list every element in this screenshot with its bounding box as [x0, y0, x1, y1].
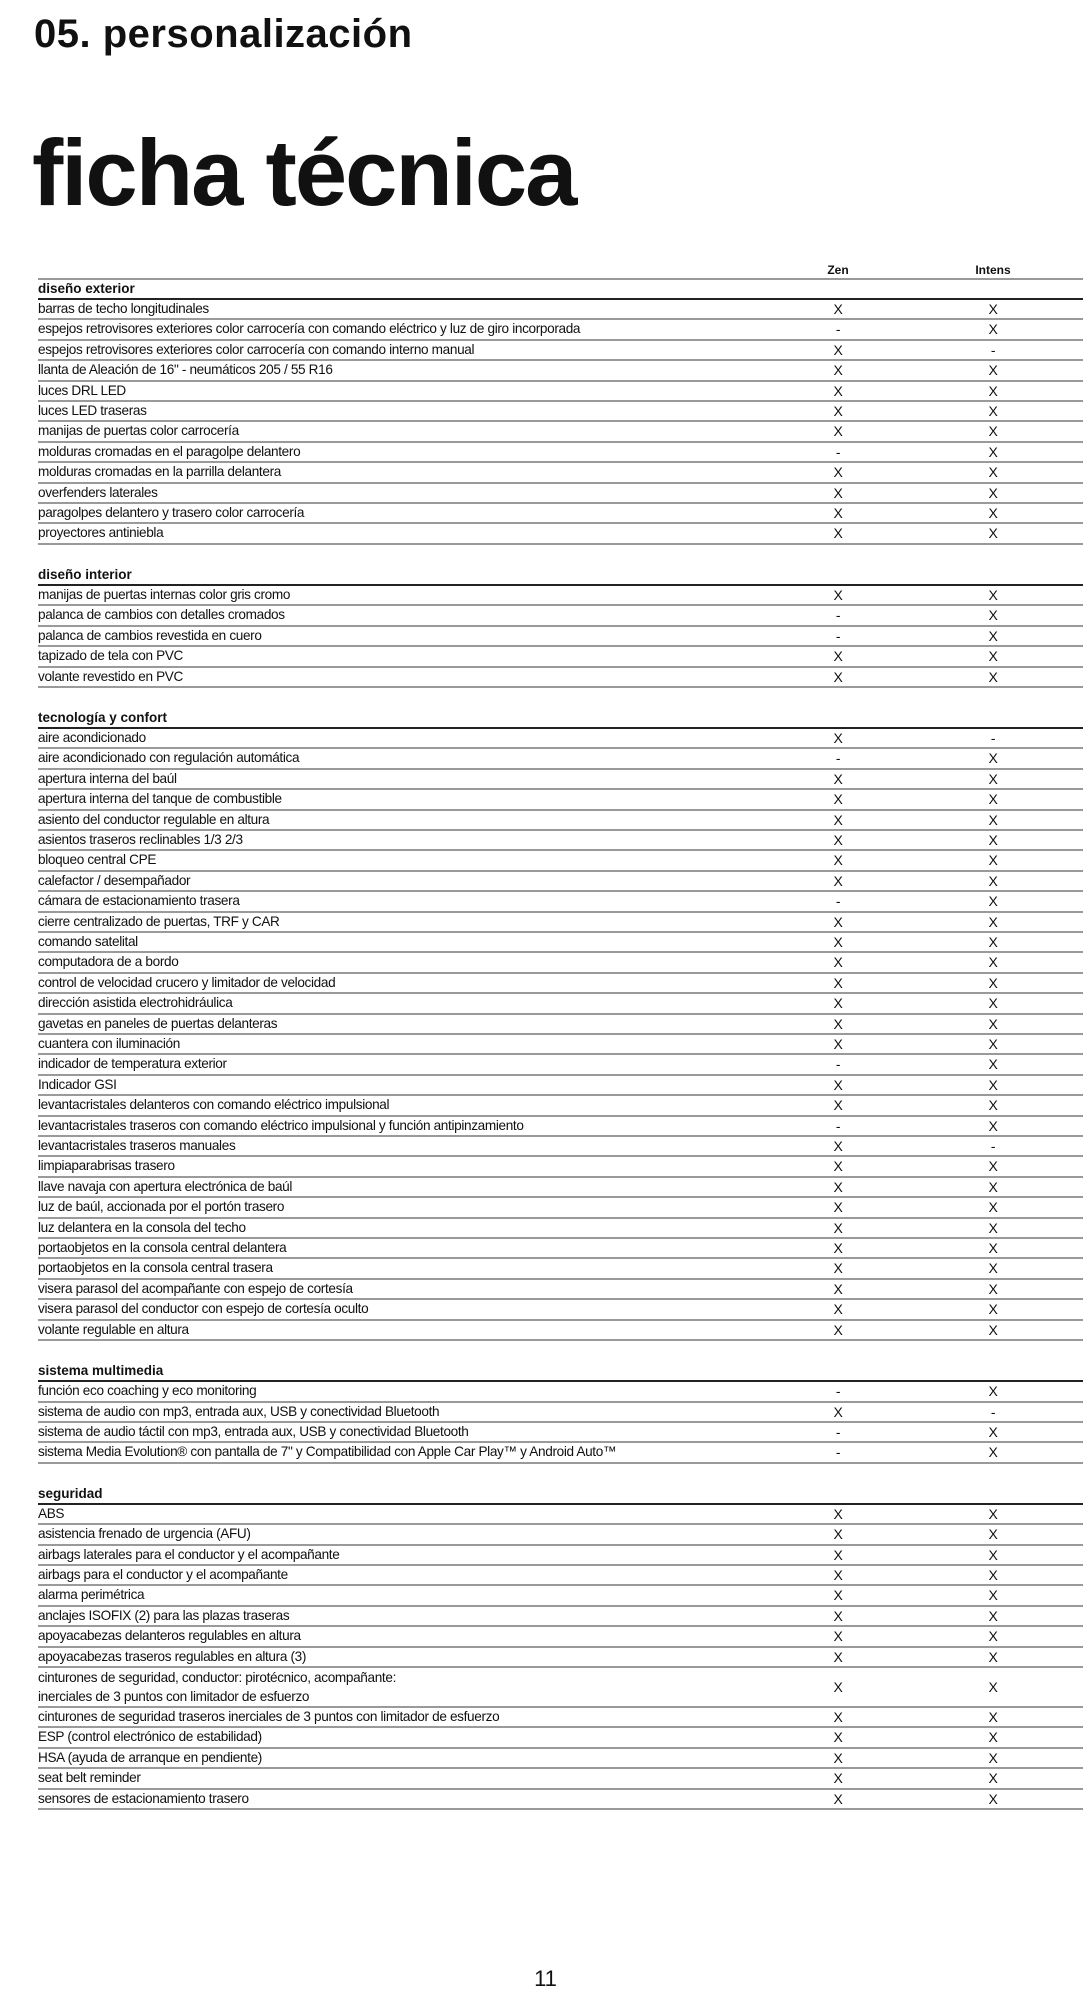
table-row: [38, 892, 1083, 912]
zen-value: X: [833, 831, 843, 848]
intens-value: X: [988, 1708, 998, 1725]
intens-value: X: [988, 1749, 998, 1766]
zen-value: X: [833, 464, 843, 481]
intens-value: X: [988, 1505, 998, 1522]
intens-value: X: [988, 1423, 998, 1440]
feature-label: HSA (ayuda de arranque en pendiente): [38, 1749, 262, 1765]
intens-value: X: [988, 1117, 998, 1134]
zen-value: X: [833, 1648, 843, 1665]
table-row: [38, 1117, 1083, 1137]
table-row: [38, 1055, 1083, 1075]
feature-label: manijas de puertas color carrocería: [38, 423, 239, 439]
intens-value: X: [988, 1056, 998, 1073]
zen-value: X: [833, 1607, 843, 1624]
feature-label: sistema Media Evolution® con pantalla de 7" y Compatibilidad con Apple Car Play™ y Android Auto™: [38, 1444, 617, 1460]
table-row: [38, 1546, 1083, 1566]
intens-value: X: [988, 913, 998, 930]
intens-value: X: [988, 1076, 998, 1093]
intens-value: X: [988, 484, 998, 501]
feature-label: portaobjetos en la consola central delantera: [38, 1240, 287, 1256]
feature-label: alarma perimétrica: [38, 1587, 145, 1603]
intens-value: X: [988, 831, 998, 848]
zen-value: X: [833, 791, 843, 808]
table-row: [38, 1321, 1083, 1341]
spec-section: [38, 280, 1083, 545]
intens-value: X: [988, 668, 998, 685]
zen-value: X: [833, 1628, 843, 1645]
zen-value: X: [833, 1546, 843, 1563]
table-row: [38, 770, 1083, 790]
zen-value: -: [835, 750, 841, 767]
table-row: [38, 668, 1083, 688]
table-row: [38, 729, 1083, 749]
intens-value: -: [990, 341, 996, 358]
table-row: [38, 1178, 1083, 1198]
table-row: [38, 994, 1083, 1014]
intens-value: X: [988, 525, 998, 542]
intens-value: X: [988, 1587, 998, 1604]
intens-value: X: [988, 1260, 998, 1277]
intens-value: X: [988, 382, 998, 399]
feature-label: ESP (control electrónico de estabilidad): [38, 1729, 262, 1745]
intens-value: X: [988, 403, 998, 420]
feature-label: visera parasol del acompañante con espejo de cortesía: [38, 1280, 353, 1296]
zen-value: X: [833, 1403, 843, 1420]
feature-label: llave navaja con apertura electrónica de baúl: [38, 1178, 293, 1194]
intens-value: X: [988, 423, 998, 440]
zen-value: X: [833, 586, 843, 603]
spec-section: [38, 709, 1083, 1341]
feature-label: visera parasol del conductor con espejo de cortesía oculto: [38, 1301, 369, 1317]
feature-label: manijas de puertas internas color gris cromo: [38, 586, 291, 602]
intens-value: X: [988, 648, 998, 665]
feature-label: computadora de a bordo: [38, 954, 179, 970]
table-row: [38, 1668, 1083, 1708]
zen-value: -: [835, 607, 841, 624]
table-row: [38, 1708, 1083, 1728]
intens-value: X: [988, 1383, 998, 1400]
zen-value: X: [833, 1260, 843, 1277]
table-row: [38, 1749, 1083, 1769]
feature-label: luces DRL LED: [38, 382, 126, 398]
feature-label: apoyacabezas delanteros regulables en altura: [38, 1628, 301, 1644]
feature-label: molduras cromadas en el paragolpe delantero: [38, 443, 301, 459]
intens-value: X: [988, 1607, 998, 1624]
table-row: [38, 1076, 1083, 1096]
zen-value: X: [833, 1770, 843, 1787]
table-row: [38, 1586, 1083, 1606]
table-row: [38, 1443, 1083, 1463]
intens-value: X: [988, 1628, 998, 1645]
feature-label: calefactor / desempañador: [38, 872, 191, 888]
column-header-row: [38, 258, 1083, 280]
page-title: ficha técnica: [32, 120, 576, 225]
zen-value: X: [833, 1587, 843, 1604]
table-row: [38, 1607, 1083, 1627]
zen-value: X: [833, 484, 843, 501]
table-row: [38, 1769, 1083, 1789]
table-row: [38, 1035, 1083, 1055]
table-row: [38, 504, 1083, 524]
table-row: [38, 1280, 1083, 1300]
zen-value: X: [833, 403, 843, 420]
feature-label: aire acondicionado: [38, 729, 146, 745]
table-row: [38, 1648, 1083, 1668]
intens-value: X: [988, 1526, 998, 1543]
feature-label: overfenders laterales: [38, 484, 158, 500]
zen-value: X: [833, 1219, 843, 1236]
intens-value: X: [988, 321, 998, 338]
intens-value: X: [988, 1015, 998, 1032]
intens-value: X: [988, 505, 998, 522]
table-row: [38, 1505, 1083, 1525]
feature-label: dirección asistida electrohidráulica: [38, 995, 233, 1011]
intens-value: X: [988, 1199, 998, 1216]
feature-label: ABS: [38, 1505, 65, 1521]
feature-label: espejos retrovisores exteriores color carrocería con comando eléctrico y luz de giro incorporada: [38, 321, 581, 337]
section-title: sistema multimedia: [38, 1362, 1083, 1382]
zen-value: X: [833, 505, 843, 522]
intens-value: X: [988, 1219, 998, 1236]
table-row: [38, 586, 1083, 606]
table-row: [38, 1728, 1083, 1748]
zen-value: -: [835, 1444, 841, 1461]
table-row: [38, 1096, 1083, 1116]
table-row: [38, 953, 1083, 973]
table-row: [38, 524, 1083, 544]
table-row: [38, 1239, 1083, 1259]
zen-value: X: [833, 1321, 843, 1338]
section-title: diseño exterior: [38, 280, 1083, 300]
intens-value: X: [988, 1790, 998, 1807]
table-row: [38, 606, 1083, 626]
zen-value: X: [833, 811, 843, 828]
intens-value: X: [988, 1678, 998, 1695]
zen-value: X: [833, 1678, 843, 1695]
zen-value: X: [833, 1280, 843, 1297]
feature-label: portaobjetos en la consola central trasera: [38, 1260, 273, 1276]
zen-value: X: [833, 1790, 843, 1807]
table-row: [38, 974, 1083, 994]
intens-value: X: [988, 301, 998, 317]
feature-label: molduras cromadas en la parrilla delantera: [38, 464, 281, 480]
zen-value: X: [833, 1708, 843, 1725]
intens-value: X: [988, 954, 998, 971]
zen-value: X: [833, 1097, 843, 1114]
feature-label: gavetas en paneles de puertas delanteras: [38, 1015, 278, 1031]
table-row: [38, 627, 1083, 647]
intens-value: X: [988, 1648, 998, 1665]
spec-section: [38, 566, 1083, 688]
feature-label: levantacristales delanteros con comando eléctrico impulsional: [38, 1097, 390, 1113]
intens-value: X: [988, 1178, 998, 1195]
zen-value: X: [833, 974, 843, 991]
intens-value: X: [988, 1240, 998, 1257]
feature-label: comando satelital: [38, 933, 138, 949]
feature-label: cierre centralizado de puertas, TRF y CAR: [38, 913, 280, 929]
intens-value: X: [988, 995, 998, 1012]
feature-label: cuantera con iluminación: [38, 1036, 180, 1051]
column-header-zen: Zen: [827, 263, 849, 277]
zen-value: -: [835, 1117, 841, 1134]
intens-value: -: [990, 1403, 996, 1420]
table-row: [38, 484, 1083, 504]
zen-value: X: [833, 729, 843, 746]
table-row: [38, 382, 1083, 402]
feature-label: indicador de temperatura exterior: [38, 1056, 227, 1072]
feature-label: bloqueo central CPE: [38, 852, 157, 868]
feature-label: barras de techo longitudinales: [38, 301, 209, 316]
table-row: [38, 1137, 1083, 1157]
table-row: [38, 422, 1083, 442]
feature-label: control de velocidad crucero y limitador de velocidad: [38, 974, 336, 990]
feature-label: Indicador GSI: [38, 1076, 117, 1092]
feature-label: asiento del conductor regulable en altura: [38, 811, 270, 827]
zen-value: X: [833, 954, 843, 971]
zen-value: X: [833, 1729, 843, 1746]
feature-label: sistema de audio táctil con mp3, entrada aux, USB y conectividad Bluetooth: [38, 1423, 469, 1439]
feature-label: airbags para el conductor y el acompañante: [38, 1566, 288, 1582]
intens-value: X: [988, 974, 998, 991]
zen-value: X: [833, 1076, 843, 1093]
feature-label: cinturones de seguridad, conductor: pirotécnico, acompañante: inerciales de 3 puntos con limitador de esfuerzo: [38, 1669, 397, 1704]
feature-label: anclajes ISOFIX (2) para las plazas traseras: [38, 1607, 290, 1623]
table-row: [38, 1525, 1083, 1545]
column-header-intens: Intens: [975, 263, 1011, 277]
zen-value: -: [835, 443, 841, 460]
zen-value: X: [833, 1505, 843, 1522]
table-row: [38, 1300, 1083, 1320]
zen-value: -: [835, 1423, 841, 1440]
table-row: [38, 443, 1083, 463]
feature-label: función eco coaching y eco monitoring: [38, 1383, 257, 1399]
feature-label: apertura interna del tanque de combustible: [38, 791, 282, 807]
feature-label: tapizado de tela con PVC: [38, 648, 184, 664]
zen-value: X: [833, 770, 843, 787]
zen-value: X: [833, 341, 843, 358]
spec-section: [38, 1362, 1083, 1464]
zen-value: -: [835, 893, 841, 910]
section-title: diseño interior: [38, 566, 1083, 586]
intens-value: X: [988, 750, 998, 767]
table-row: [38, 851, 1083, 871]
feature-label: aire acondicionado con regulación automática: [38, 750, 300, 766]
feature-label: apertura interna del baúl: [38, 770, 177, 786]
feature-label: cámara de estacionamiento trasera: [38, 893, 240, 909]
zen-value: X: [833, 648, 843, 665]
intens-value: X: [988, 1097, 998, 1114]
zen-value: X: [833, 933, 843, 950]
intens-value: X: [988, 1770, 998, 1787]
feature-label: palanca de cambios con detalles cromados: [38, 607, 285, 623]
intens-value: X: [988, 1301, 998, 1318]
spec-sections: [38, 280, 1083, 1810]
zen-value: X: [833, 301, 843, 317]
spec-section: [38, 1485, 1083, 1810]
zen-value: X: [833, 913, 843, 930]
feature-label: asistencia frenado de urgencia (AFU): [38, 1526, 251, 1542]
feature-label: espejos retrovisores exteriores color carrocería con comando interno manual: [38, 341, 475, 357]
feature-label: cinturones de seguridad traseros inerciales de 3 puntos con limitador de esfuerzo: [38, 1708, 500, 1724]
zen-value: -: [835, 1383, 841, 1400]
feature-label: seat belt reminder: [38, 1770, 141, 1786]
zen-value: X: [833, 525, 843, 542]
chapter-heading: 05. personalización: [34, 12, 413, 56]
intens-value: X: [988, 872, 998, 889]
intens-value: X: [988, 464, 998, 481]
zen-value: -: [835, 321, 841, 338]
table-row: [38, 341, 1083, 361]
zen-value: X: [833, 1749, 843, 1766]
zen-value: X: [833, 382, 843, 399]
table-row: [38, 790, 1083, 810]
table-row: [38, 1790, 1083, 1810]
feature-label: luz de baúl, accionada por el portón trasero: [38, 1199, 285, 1215]
table-row: [38, 1423, 1083, 1443]
zen-value: -: [835, 1056, 841, 1073]
section-title: tecnología y confort: [38, 709, 1083, 729]
intens-value: X: [988, 1321, 998, 1338]
zen-value: -: [835, 627, 841, 644]
intens-value: X: [988, 811, 998, 828]
page-number: 11: [534, 1966, 557, 1991]
intens-value: X: [988, 443, 998, 460]
intens-value: X: [988, 791, 998, 808]
intens-value: X: [988, 1566, 998, 1583]
zen-value: X: [833, 1526, 843, 1543]
table-row: [38, 1015, 1083, 1035]
intens-value: X: [988, 852, 998, 869]
table-row: [38, 933, 1083, 953]
table-row: [38, 1403, 1083, 1423]
table-row: [38, 1198, 1083, 1218]
feature-label: asientos traseros reclinables 1/3 2/3: [38, 831, 243, 847]
intens-value: -: [990, 729, 996, 746]
intens-value: X: [988, 627, 998, 644]
zen-value: X: [833, 995, 843, 1012]
feature-label: sistema de audio con mp3, entrada aux, USB y conectividad Bluetooth: [38, 1403, 440, 1419]
zen-value: X: [833, 1015, 843, 1032]
zen-value: X: [833, 1566, 843, 1583]
feature-label: levantacristales traseros manuales: [38, 1138, 236, 1154]
intens-value: X: [988, 362, 998, 379]
section-title: seguridad: [38, 1485, 1083, 1505]
intens-value: X: [988, 1036, 998, 1052]
zen-value: X: [833, 423, 843, 440]
feature-label: limpiaparabrisas trasero: [38, 1158, 175, 1174]
zen-value: X: [833, 1240, 843, 1257]
feature-label: volante regulable en altura: [38, 1321, 189, 1337]
zen-value: X: [833, 1301, 843, 1318]
feature-label: luces LED traseras: [38, 403, 147, 419]
intens-value: X: [988, 770, 998, 787]
intens-value: X: [988, 1546, 998, 1563]
table-row: [38, 463, 1083, 483]
feature-label: volante revestido en PVC: [38, 668, 183, 684]
table-row: [38, 1382, 1083, 1402]
table-row: [38, 647, 1083, 667]
table-row: [38, 300, 1083, 320]
table-row: [38, 1259, 1083, 1279]
zen-value: X: [833, 362, 843, 379]
table-row: [38, 831, 1083, 851]
table-row: [38, 320, 1083, 340]
table-row: [38, 811, 1083, 831]
table-row: [38, 1566, 1083, 1586]
zen-value: X: [833, 1158, 843, 1175]
table-row: [38, 749, 1083, 769]
spec-table: [38, 258, 1083, 1831]
feature-label: sensores de estacionamiento trasero: [38, 1790, 249, 1806]
table-row: [38, 1627, 1083, 1647]
feature-label: apoyacabezas traseros regulables en altura (3): [38, 1648, 307, 1664]
zen-value: X: [833, 1178, 843, 1195]
zen-value: X: [833, 872, 843, 889]
table-row: [38, 402, 1083, 422]
intens-value: X: [988, 1729, 998, 1746]
intens-value: X: [988, 586, 998, 603]
table-row: [38, 1219, 1083, 1239]
feature-label: paragolpes delantero y trasero color carrocería: [38, 505, 305, 521]
intens-value: X: [988, 607, 998, 624]
intens-value: X: [988, 893, 998, 910]
intens-value: X: [988, 1158, 998, 1175]
zen-value: X: [833, 1138, 843, 1155]
zen-value: X: [833, 668, 843, 685]
feature-label: airbags laterales para el conductor y el acompañante: [38, 1546, 340, 1562]
table-row: [38, 361, 1083, 381]
table-row: [38, 1157, 1083, 1177]
intens-value: X: [988, 933, 998, 950]
intens-value: X: [988, 1444, 998, 1461]
feature-label: luz delantera en la consola del techo: [38, 1219, 246, 1235]
zen-value: X: [833, 1199, 843, 1216]
feature-label: proyectores antiniebla: [38, 525, 164, 541]
feature-label: levantacristales traseros con comando eléctrico impulsional y función antipinzamiento: [38, 1117, 524, 1133]
table-row: [38, 913, 1083, 933]
table-row: [38, 872, 1083, 892]
zen-value: X: [833, 1036, 843, 1052]
zen-value: X: [833, 852, 843, 869]
intens-value: X: [988, 1280, 998, 1297]
feature-label: llanta de Aleación de 16" - neumáticos 205 / 55 R16: [38, 362, 333, 378]
intens-value: -: [990, 1138, 996, 1155]
feature-label: palanca de cambios revestida en cuero: [38, 627, 262, 643]
